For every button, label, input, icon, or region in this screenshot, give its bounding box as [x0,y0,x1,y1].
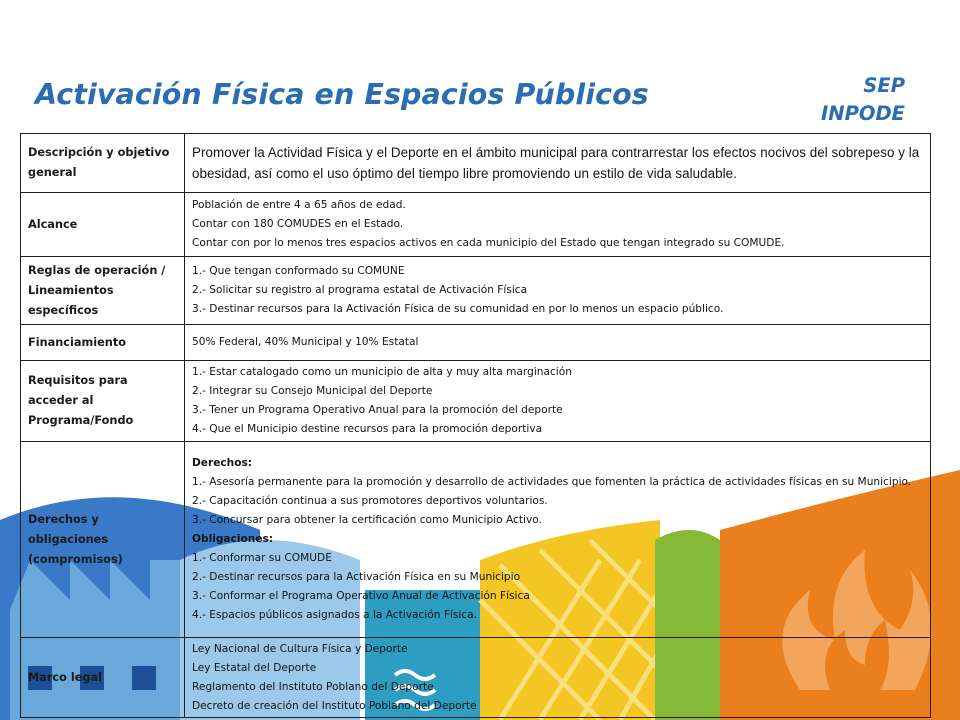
list-item: 1.- Que tengan conformado su COMUNE [192,265,405,277]
row-value-reglas [185,257,931,325]
table-row [21,134,931,193]
row-label-descripcion: Descripción y objetivo general [21,134,185,193]
list-item: 50% Federal, 40% Municipal y 10% Estatal [192,336,419,348]
table-row [21,442,931,638]
row-label-alcance: Alcance [21,193,185,257]
list-item: Reglamento del Instituto Poblano del Deporte [192,680,434,693]
list-item: Contar con 180 COMUDES en el Estado. [192,218,404,230]
table-row [21,193,931,257]
table-row [21,361,931,442]
list-item: 3.- Conformar el Programa Operativo Anual de Activación Física [192,590,530,602]
list-item: Contar con por lo menos tres espacios activos en cada municipio del Estado que tengan integrado su COMUDE. [192,237,785,249]
list-item: 4.- Que el Municipio destine recursos para la promoción deportiva [192,423,543,435]
row-value-marco-legal [185,638,931,718]
list-item: 1.- Conformar su COMUDE [192,552,332,564]
list-item: 2.- Integrar su Consejo Municipal del Deporte [192,385,433,397]
row-value-descripcion [185,134,931,193]
list-item: Ley Estatal del Deporte [192,661,317,674]
list-item: 2.- Destinar recursos para la Activación Física en su Municipio [192,571,521,583]
row-label-derechos: Derechos y obligaciones (compromisos) [21,442,185,638]
list-item: 1.- Asesoría permanente para la promoción y desarrollo de actividades que fomenten la práctica de actividades físicas en su Municipio. [192,476,912,488]
org-line-sep: SEP [863,74,905,97]
list-item: Decreto de creación del Instituto Poblano del Deporte [192,699,477,712]
list-item: 2.- Solicitar su registro al programa estatal de Activación Física [192,284,528,296]
row-label-reglas: Reglas de operación / Lineamientos específicos [21,257,185,325]
list-item: 4.- Espacios públicos asignados a la Activación Física. [192,609,478,621]
table-row [21,325,931,361]
page-title: Activación Física en Espacios Públicos [35,78,649,111]
row-label-financiamiento: Financiamiento [21,325,185,361]
descripcion-text: Promover la Actividad Física y el Deporte en el ámbito municipal para contrarrestar los efectos nocivos del sobrepeso y la obesidad, así como el uso óptimo del tiempo libre promoviendo un estilo de vida saludable. [192,145,920,181]
list-item: Población de entre 4 a 65 años de edad. [192,199,406,211]
organization-label [821,72,905,128]
list-item: 3.- Concursar para obtener la certificación como Municipio Activo. [192,514,542,526]
row-value-requisitos [185,361,931,442]
list-item: 1.- Estar catalogado como un municipio de alta y muy alta marginación [192,366,572,378]
row-value-alcance [185,193,931,257]
row-label-requisitos: Requisitos para acceder al Programa/Fondo [21,361,185,442]
row-value-financiamiento [185,325,931,361]
table-row [21,638,931,718]
obligaciones-heading: Obligaciones: [192,533,274,545]
table-row [21,257,931,325]
row-value-derechos [185,442,931,638]
org-line-inpode: INPODE [821,102,905,125]
list-item: Ley Nacional de Cultura Física y Deporte [192,642,408,655]
derechos-heading: Derechos: [192,457,253,469]
list-item: 3.- Tener un Programa Operativo Anual para la promoción del deporte [192,404,563,416]
list-item: 2.- Capacitación continua a sus promotores deportivos voluntarios. [192,495,548,507]
list-item: 3.- Destinar recursos para la Activación Física de su comunidad en por lo menos un espacio público. [192,303,724,315]
program-info-table [20,133,931,718]
row-label-marco-legal: Marco legal [21,638,185,718]
